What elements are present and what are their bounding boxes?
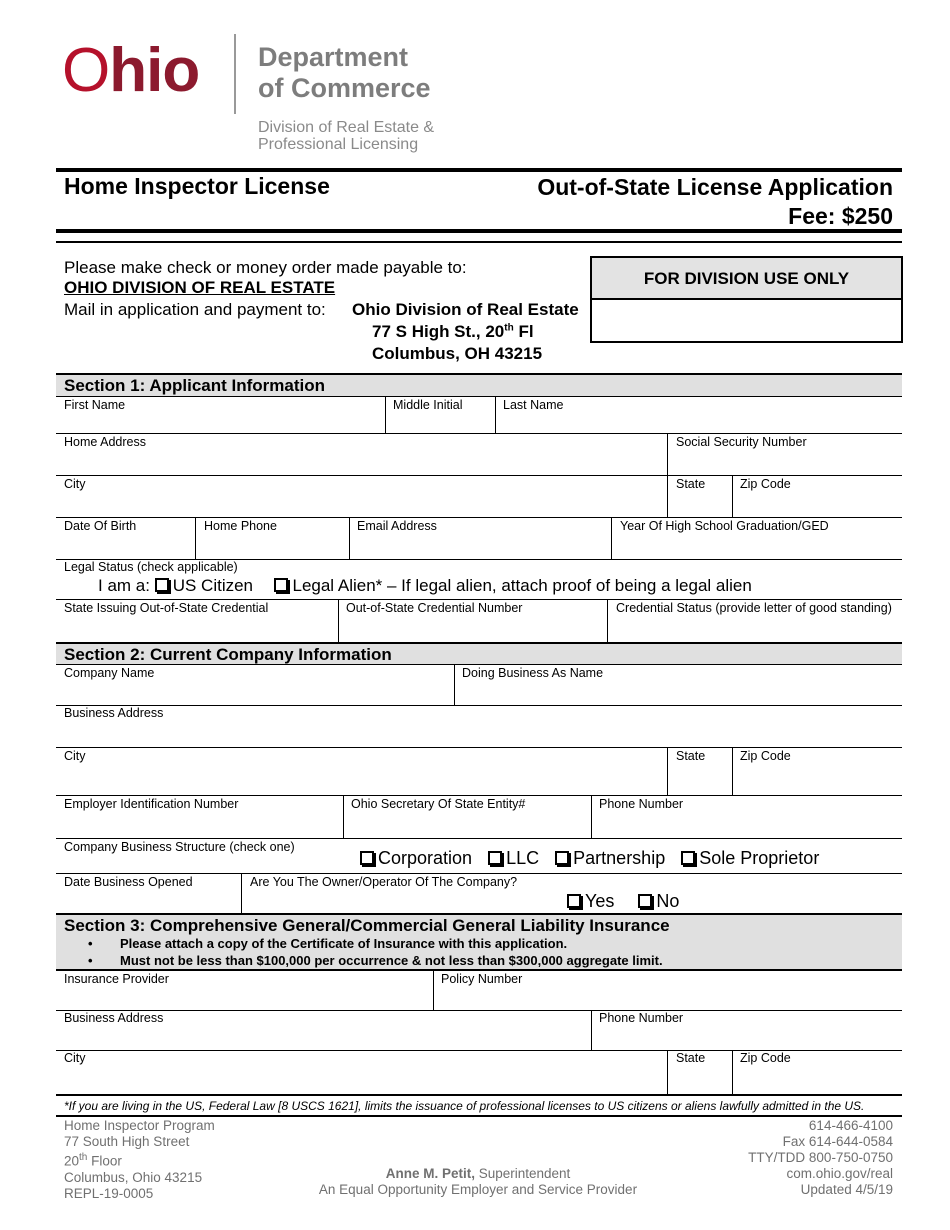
credential-number-label[interactable]: Out-of-State Credential Number bbox=[346, 601, 523, 615]
row-line bbox=[56, 1094, 902, 1096]
footer-tty: TTY/TDD 800-750-0750 bbox=[748, 1150, 893, 1165]
divider bbox=[495, 396, 496, 433]
row-line bbox=[56, 795, 902, 796]
legal-status-options bbox=[98, 576, 752, 596]
row-line bbox=[56, 433, 902, 434]
row-line bbox=[56, 475, 902, 476]
legal-status-label: Legal Status (check applicable) bbox=[64, 560, 238, 574]
insurance-state-label[interactable]: State bbox=[676, 1051, 706, 1065]
llc-label: LLC bbox=[506, 848, 540, 868]
dob-label[interactable]: Date Of Birth bbox=[64, 519, 137, 533]
divider bbox=[433, 970, 434, 1010]
row-line bbox=[56, 517, 902, 518]
insurance-bullet-1-text: Please attach a copy of the Certificate of Insurance with this application. bbox=[120, 936, 568, 951]
dept-line2: of Commerce bbox=[258, 73, 431, 103]
city-label[interactable]: City bbox=[64, 477, 86, 491]
us-citizen-label: US Citizen bbox=[172, 576, 254, 595]
dba-label[interactable]: Doing Business As Name bbox=[462, 666, 604, 680]
divider bbox=[732, 475, 733, 517]
row-line bbox=[56, 969, 902, 971]
i-am-a-text: I am a: bbox=[98, 576, 150, 595]
company-city-label[interactable]: City bbox=[64, 749, 86, 763]
row-line bbox=[56, 1115, 902, 1117]
section2-heading: Section 2: Current Company Information bbox=[56, 642, 902, 665]
insurance-zip-label[interactable]: Zip Code bbox=[740, 1051, 791, 1065]
corporation-checkbox[interactable] bbox=[360, 851, 374, 865]
sole-proprietor-label: Sole Proprietor bbox=[699, 848, 820, 868]
divider bbox=[195, 517, 196, 559]
footer-program: Home Inspector Program bbox=[64, 1118, 215, 1133]
address-line2-post: Fl bbox=[513, 322, 534, 341]
divider bbox=[611, 517, 612, 559]
company-state-label[interactable]: State bbox=[676, 749, 706, 763]
department-name bbox=[258, 42, 431, 104]
owner-options bbox=[567, 891, 679, 912]
row-line bbox=[56, 838, 902, 839]
application-type-text: Out-of-State License Application bbox=[537, 174, 893, 200]
corporation-label: Corporation bbox=[378, 848, 473, 868]
divider bbox=[607, 599, 608, 642]
credential-status-label[interactable]: Credential Status (provide letter of good standing) bbox=[616, 601, 892, 615]
payable-to-label: Please make check or money order made payable to: bbox=[64, 258, 467, 277]
sole-proprietor-checkbox[interactable] bbox=[681, 851, 695, 865]
structure-label: Company Business Structure (check one) bbox=[64, 840, 295, 854]
insurance-address-label[interactable]: Business Address bbox=[64, 1011, 164, 1025]
middle-initial-label[interactable]: Middle Initial bbox=[393, 398, 463, 412]
address-line2 bbox=[372, 322, 534, 342]
legal-alien-label: Legal Alien* – If legal alien, attach proof of being a legal alien bbox=[292, 576, 752, 595]
footer-street: 77 South High Street bbox=[64, 1134, 190, 1149]
insurance-bullet-2 bbox=[90, 953, 663, 968]
divider bbox=[454, 665, 455, 705]
first-name-label[interactable]: First Name bbox=[64, 398, 126, 412]
footer-fax: Fax 614-644-0584 bbox=[782, 1134, 893, 1149]
divider bbox=[241, 873, 242, 914]
state-label[interactable]: State bbox=[676, 477, 706, 491]
footer-phone: 614-466-4100 bbox=[808, 1118, 893, 1133]
owner-no-checkbox[interactable] bbox=[638, 894, 652, 908]
section1-heading: Section 1: Applicant Information bbox=[56, 373, 902, 397]
divider bbox=[732, 1050, 733, 1094]
divider bbox=[385, 396, 386, 433]
footer-right bbox=[748, 1118, 893, 1198]
legal-alien-checkbox[interactable] bbox=[274, 578, 288, 592]
application-type bbox=[537, 173, 893, 231]
title-rule-bottom-1 bbox=[56, 229, 902, 233]
date-opened-label[interactable]: Date Business Opened bbox=[64, 875, 193, 889]
footer-floor-pre: 20 bbox=[64, 1153, 80, 1169]
company-zip-label[interactable]: Zip Code bbox=[740, 749, 791, 763]
insurance-bullet-2-text: Must not be less than $100,000 per occurrence & not less than $300,000 aggregate limit. bbox=[120, 953, 663, 968]
us-citizen-checkbox[interactable] bbox=[155, 578, 169, 592]
company-phone-label[interactable]: Phone Number bbox=[599, 797, 684, 811]
row-line bbox=[56, 747, 902, 748]
superintendent-name: Anne M. Petit, bbox=[385, 1166, 475, 1181]
footer-floor-post: Floor bbox=[87, 1153, 122, 1169]
division-use-box bbox=[590, 256, 903, 343]
divider bbox=[338, 599, 339, 642]
ssn-label[interactable]: Social Security Number bbox=[676, 435, 807, 449]
division-line2: Professional Licensing bbox=[258, 136, 419, 153]
insurance-city-label[interactable]: City bbox=[64, 1051, 86, 1065]
footer-floor-sup: th bbox=[79, 1152, 88, 1163]
divider bbox=[667, 1050, 668, 1094]
policy-number-label[interactable]: Policy Number bbox=[441, 972, 523, 986]
owner-yes-label: Yes bbox=[585, 891, 615, 911]
sos-entity-label[interactable]: Ohio Secretary Of State Entity# bbox=[351, 797, 526, 811]
insurance-phone-label[interactable]: Phone Number bbox=[599, 1011, 684, 1025]
company-name-label[interactable]: Company Name bbox=[64, 666, 155, 680]
ein-label[interactable]: Employer Identification Number bbox=[64, 797, 239, 811]
last-name-label[interactable]: Last Name bbox=[503, 398, 564, 412]
footer-form-number: REPL-19-0005 bbox=[64, 1185, 154, 1201]
form-title: Home Inspector License bbox=[64, 173, 330, 199]
owner-yes-checkbox[interactable] bbox=[567, 894, 581, 908]
payable-to: OHIO DIVISION OF REAL ESTATE bbox=[64, 278, 336, 297]
divider bbox=[591, 795, 592, 838]
email-label[interactable]: Email Address bbox=[357, 519, 437, 533]
division-name bbox=[258, 119, 434, 153]
partnership-checkbox[interactable] bbox=[555, 851, 569, 865]
section3-heading: Section 3: Comprehensive General/Commercial General Liability Insurance bbox=[64, 916, 670, 935]
mail-label: Mail in application and payment to: bbox=[64, 300, 326, 319]
divider bbox=[349, 517, 350, 559]
address-line3: Columbus, OH 43215 bbox=[372, 344, 543, 363]
logo-o: O bbox=[62, 36, 110, 105]
home-phone-label[interactable]: Home Phone bbox=[204, 519, 277, 533]
logo-divider bbox=[234, 34, 236, 114]
fee: Fee: $250 bbox=[788, 203, 893, 229]
footer-eoe: An Equal Opportunity Employer and Service Provider bbox=[318, 1182, 638, 1197]
owner-question-label: Are You The Owner/Operator Of The Company? bbox=[250, 875, 518, 889]
state-issuing-label[interactable]: State Issuing Out-of-State Credential bbox=[64, 601, 269, 615]
address-line2-pre: 77 S High St., 20 bbox=[372, 322, 505, 341]
legal-footnote: *If you are living in the US, Federal Law [8 USCS 1621], limits the issuance of professional licenses to US citizens or aliens lawfully admitted in the US. bbox=[64, 1099, 865, 1113]
logo-hio: hio bbox=[109, 36, 200, 105]
insurance-provider-label[interactable]: Insurance Provider bbox=[64, 972, 169, 986]
row-line bbox=[56, 873, 902, 874]
footer-updated: Updated 4/5/19 bbox=[800, 1182, 893, 1197]
home-address-label[interactable]: Home Address bbox=[64, 435, 146, 449]
divider bbox=[343, 795, 344, 838]
divider bbox=[591, 1010, 592, 1050]
divider bbox=[732, 747, 733, 795]
row-line bbox=[56, 599, 902, 600]
address-line1: Ohio Division of Real Estate bbox=[352, 300, 579, 319]
divider bbox=[667, 747, 668, 795]
footer-city: Columbus, Ohio 43215 bbox=[64, 1169, 203, 1185]
insurance-bullet-1 bbox=[90, 936, 567, 951]
title-rule-bottom-2 bbox=[56, 241, 902, 243]
division-line1: Division of Real Estate & bbox=[258, 119, 435, 136]
title-rule-top bbox=[56, 168, 902, 172]
address-line2-sup: th bbox=[504, 322, 514, 334]
owner-no-label: No bbox=[656, 891, 680, 911]
row-line bbox=[56, 705, 902, 706]
llc-checkbox[interactable] bbox=[488, 851, 502, 865]
hs-grad-label[interactable]: Year Of High School Graduation/GED bbox=[620, 519, 829, 533]
structure-options bbox=[360, 848, 819, 869]
business-address-label[interactable]: Business Address bbox=[64, 706, 164, 720]
row-line bbox=[56, 1010, 902, 1011]
division-use-heading: FOR DIVISION USE ONLY bbox=[592, 258, 901, 300]
dept-line1: Department bbox=[258, 42, 409, 72]
footer-website[interactable]: com.ohio.gov/real bbox=[786, 1166, 893, 1181]
superintendent-title: Superintendent bbox=[474, 1166, 571, 1181]
partnership-label: Partnership bbox=[573, 848, 666, 868]
ohio-logo bbox=[62, 36, 200, 105]
zip-label[interactable]: Zip Code bbox=[740, 477, 791, 491]
